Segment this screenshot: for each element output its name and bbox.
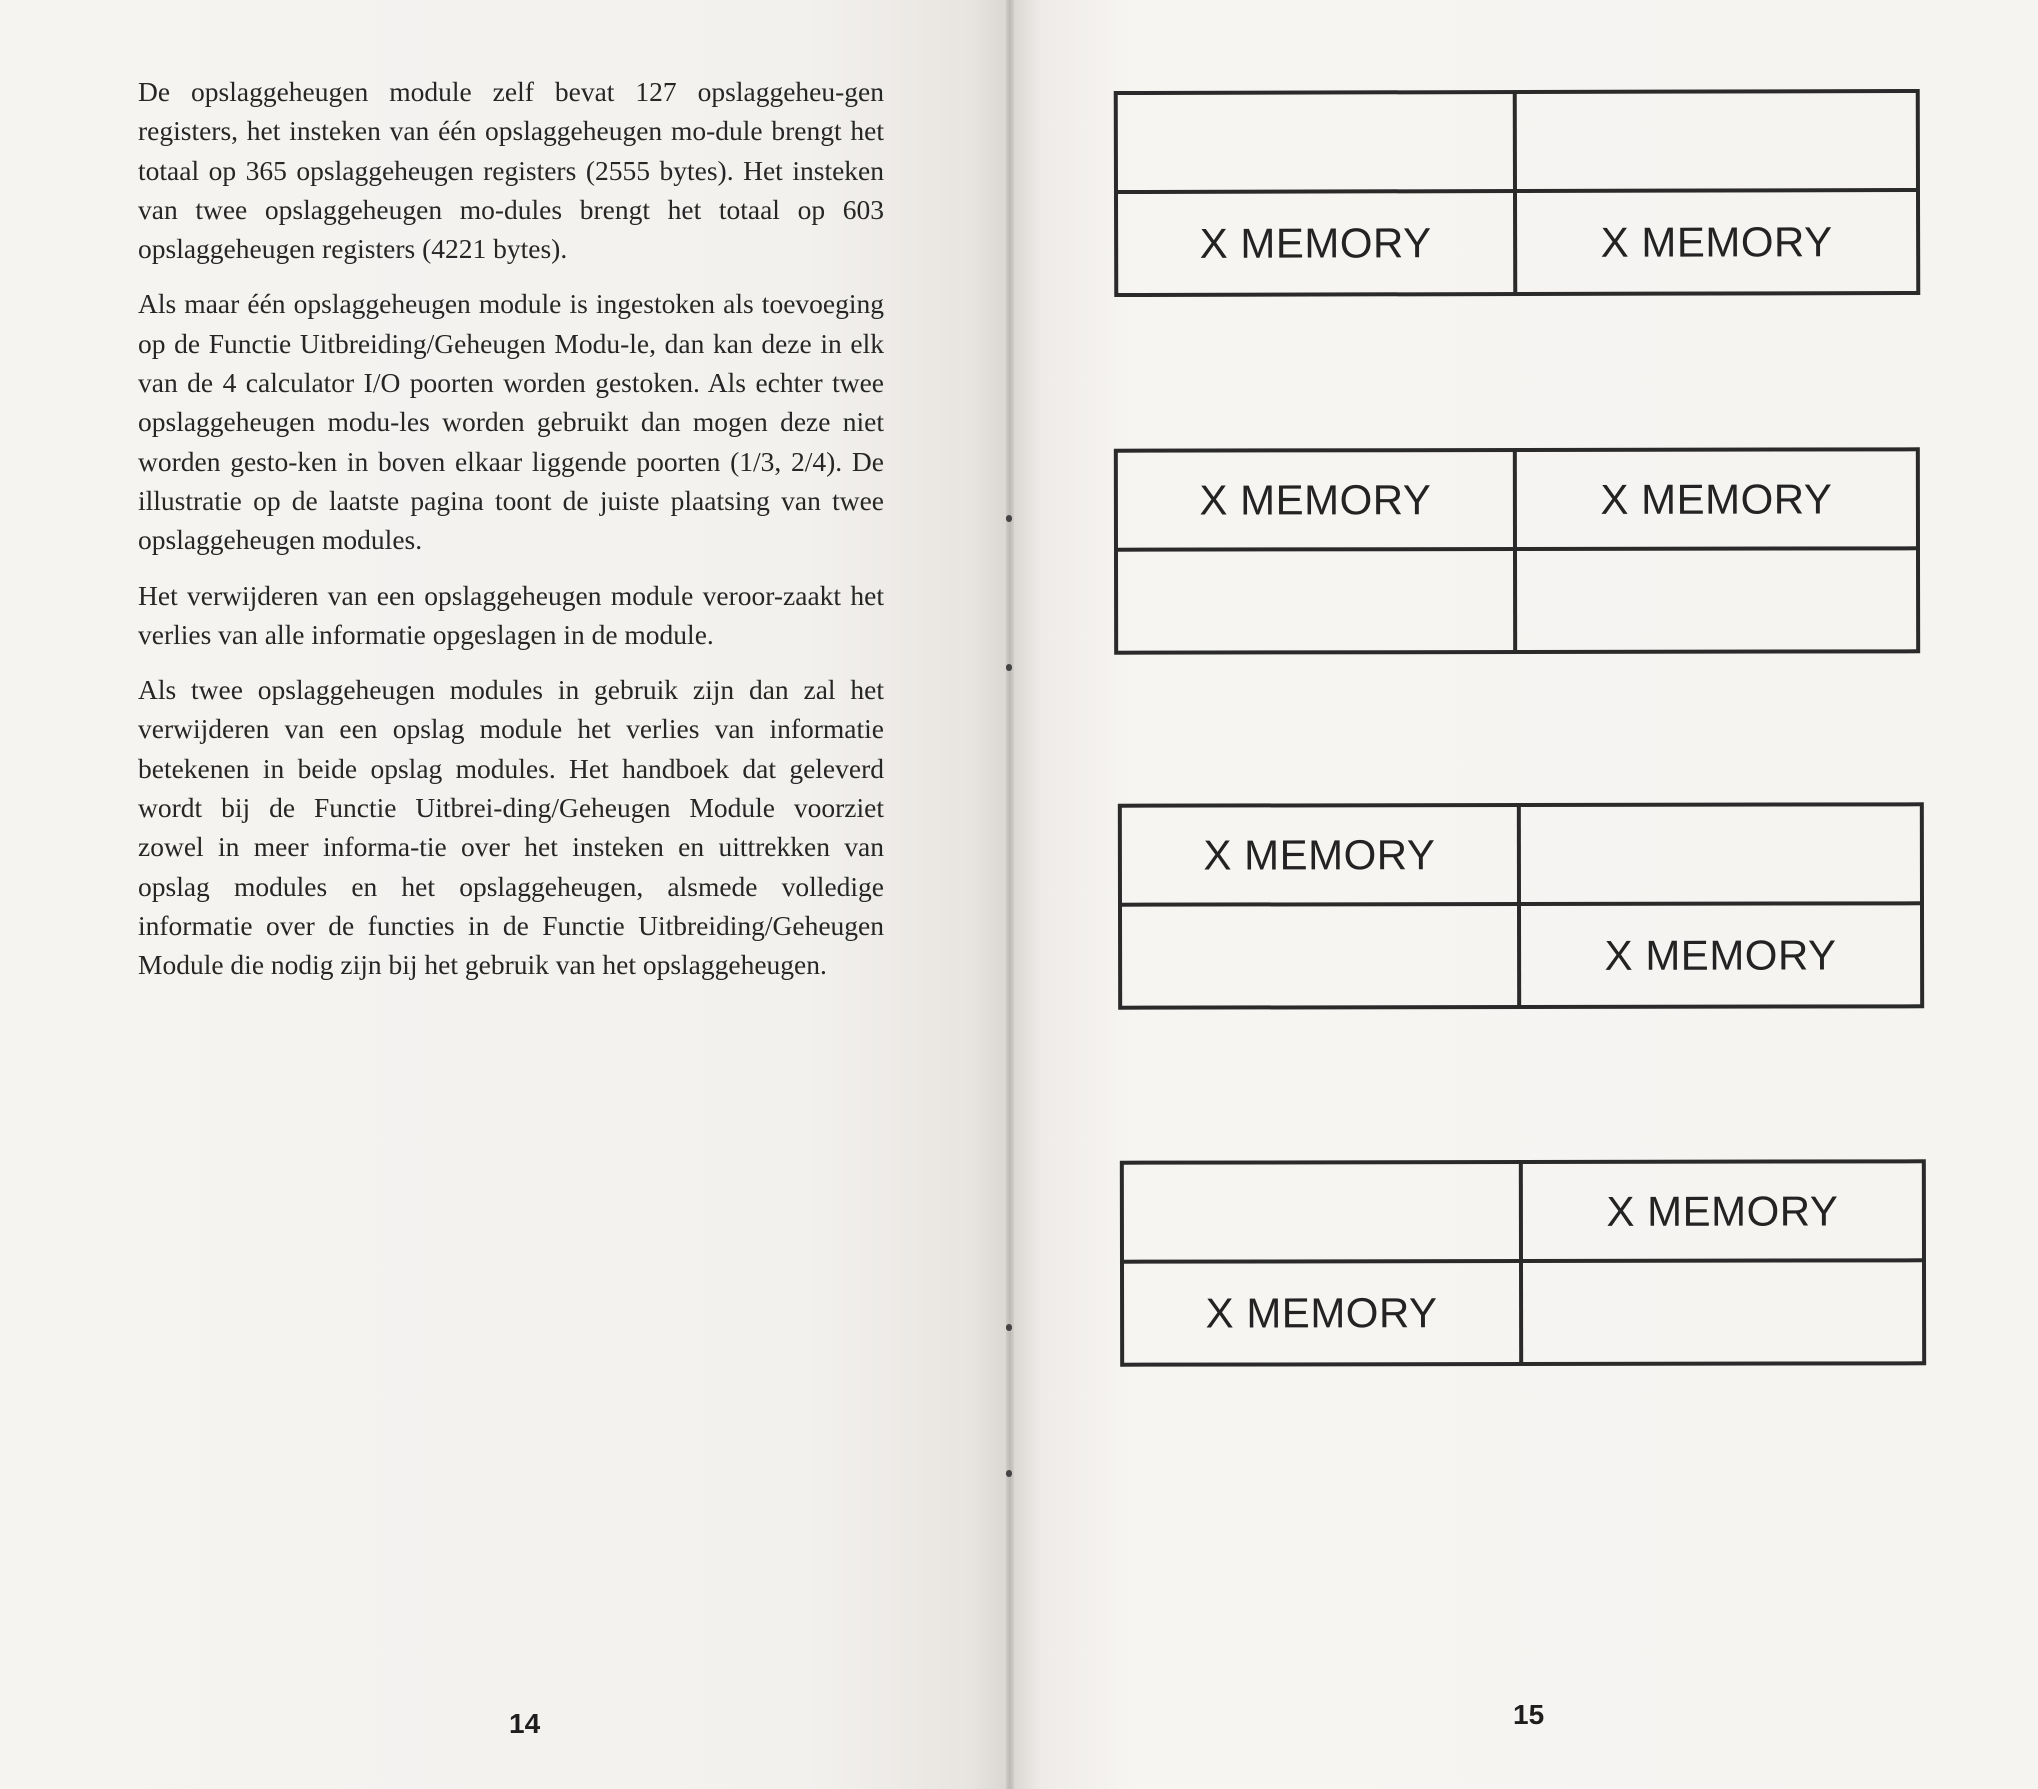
- port-cell: X MEMORY: [1523, 1163, 1922, 1263]
- port-cell: [1523, 1262, 1922, 1362]
- port-cell: [1517, 93, 1916, 193]
- paragraph: De opslaggeheugen module zelf bevat 127 opslaggeheu-gen registers, het insteken van één opslaggeheugen mo-dule brengt het totaal op 365 opslaggeheugen registers (2555 bytes). Het insteken van twee opslaggeheugen mo-dules brengt het totaal op 603 opslaggeheugen registers (4221 bytes).: [138, 76, 884, 265]
- port-cell: X MEMORY: [1600, 217, 1833, 266]
- port-cell: X MEMORY: [1604, 930, 1837, 979]
- page-number-right: 15: [1513, 1699, 1545, 1730]
- port-diagram: [1114, 447, 1920, 654]
- staple-mark: [1006, 664, 1012, 671]
- paragraph: Het verwijderen van een opslaggeheugen module veroor-zaakt het verlies van alle informatie opgeslagen in de module.: [138, 579, 884, 650]
- staple-mark: [1006, 515, 1012, 522]
- port-diagram: [1114, 89, 1921, 297]
- port-cell: X MEMORY: [1118, 193, 1517, 293]
- port-cell: X MEMORY: [1118, 452, 1517, 552]
- port-cell: [1124, 1164, 1523, 1264]
- port-cell: X MEMORY: [1122, 807, 1521, 907]
- staple-mark: [1006, 1470, 1012, 1477]
- paragraph: Als maar één opslaggeheugen module is ingestoken als toevoeging op de Functie Uitbreiding/Geheugen Modu-le, dan kan deze in elk van de 4 calculator I/O poorten worden gestoken. Als echter twee opslaggeheugen modu-les worden gebruikt dan mogen deze niet worden gesto-ken in boven elkaar liggende poorten (1/3, 2/4). De illustratie op de laatste pagina toont de juiste plaatsing van twee opslaggeheugen modules.: [138, 288, 884, 556]
- port-diagram: [1120, 1159, 1926, 1366]
- paragraph: Als twee opslaggeheugen modules in gebruik zijn dan zal het verwijderen van een opslag module het verlies van informatie betekenen in beide opslag modules. Het handboek dat geleverd wordt bij de Functie Uitbrei-ding/Geheugen Module voorziet zowel in meer informa-tie over het insteken en uittrekken van opslag modules en het opslaggeheugen, alsmede volledige informatie over de functies in de Functie Uitbreiding/Geheugen Module die nodig zijn bij het gebruik van het opslaggeheugen.: [138, 674, 884, 981]
- port-cell: [1118, 94, 1517, 194]
- port-cell: X MEMORY: [1517, 451, 1916, 551]
- body-text: [138, 72, 884, 1001]
- port-cell: [1517, 550, 1916, 650]
- port-diagram: [1118, 802, 1924, 1009]
- port-cell: [1521, 806, 1920, 906]
- page-number-left: 14: [509, 1708, 541, 1739]
- left-page: [0, 0, 1010, 1789]
- binding-gutter: [1006, 0, 1014, 1789]
- port-cell: [1118, 551, 1517, 651]
- port-cell: X MEMORY: [1124, 1263, 1523, 1363]
- staple-mark: [1006, 1324, 1012, 1331]
- port-cell: [1122, 906, 1521, 1006]
